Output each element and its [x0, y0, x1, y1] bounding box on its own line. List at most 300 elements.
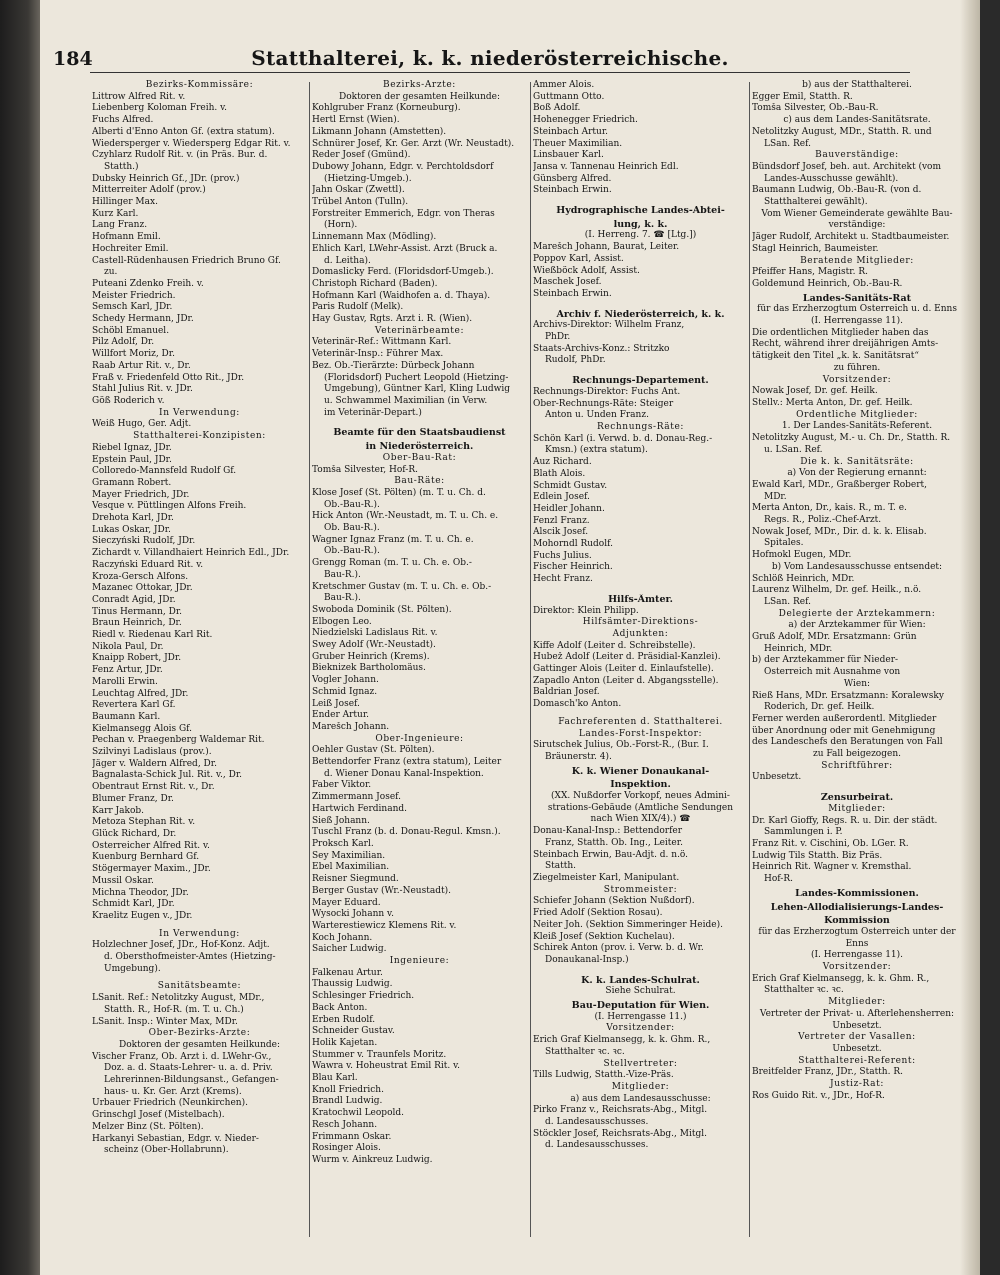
directory-entry: Vischer Franz, Ob. Arzt i. d. LWehr-Gv.,	[92, 1051, 272, 1062]
directory-entry: Bez. Ob.-Tierärzte: Dürbeck Johann	[312, 360, 475, 371]
centered-note: Unbesetzt.	[832, 1020, 882, 1031]
section-subheading: Delegierte der Ärztekammern:	[778, 608, 936, 619]
directory-entry: Schnürer Josef, Kr. Ger. Arzt (Wr. Neustadt).	[312, 138, 515, 149]
directory-entry: Laurenz Wilhelm, Dr. gef. Heilk., n.ö.	[752, 585, 922, 596]
directory-entry: Marešch Johann.	[312, 721, 390, 732]
entry-continuation: Sammlungen i. P.	[764, 827, 843, 838]
directory-entry: Ziegelmeister Karl, Manipulant.	[533, 873, 680, 883]
directory-entry: Gruß Adolf, MDr. Ersatzmann: Grün	[752, 632, 917, 643]
directory-entry: Blumer Franz, Dr.	[92, 793, 174, 804]
section-subheading: Vorsitzender:	[606, 1023, 675, 1034]
section-heading: Kommission	[824, 915, 890, 927]
section-subheading: Sanitätsbeamte:	[157, 981, 242, 992]
directory-entry: Gramann Robert.	[92, 477, 172, 488]
centered-note: a) aus dem Landesausschusse:	[570, 1093, 711, 1104]
directory-entry: Schiefer Johann (Sektion Nußdorf).	[533, 896, 695, 907]
entry-continuation: zu.	[104, 267, 118, 278]
entry-continuation: Bau-R.).	[324, 593, 361, 604]
directory-entry: Kroza-Gersch Alfons.	[92, 571, 189, 582]
section-subheading: Mitglieder:	[828, 803, 886, 814]
entry-continuation: haus- u. Kr. Ger. Arzt (Krems).	[104, 1086, 242, 1097]
directory-entry: Franz Rit. v. Cischini, Ob. LGer. R.	[752, 839, 909, 849]
directory-entry: Leiß Josef.	[312, 698, 360, 709]
directory-entry: Wießböck Adolf, Assist.	[533, 265, 640, 276]
directory-entry: Raczyński Eduard Rit. v.	[92, 559, 204, 570]
page-number: 184	[53, 48, 93, 70]
directory-entry: Ros Guido Rit. v., JDr., Hof-R.	[752, 1090, 885, 1101]
column-divider	[530, 82, 531, 1237]
section-subheading: Vorsitzender:	[822, 962, 892, 973]
directory-entry: Rosinger Alois.	[312, 1143, 381, 1154]
section-heading: Zensurbeirat.	[820, 792, 894, 804]
directory-entry: Metoza Stephan Rit. v.	[92, 817, 196, 828]
directory-entry: Obentraut Ernst Rit. v., Dr.	[92, 782, 215, 793]
directory-entry: Ammer Alois.	[533, 80, 595, 90]
directory-entry: Maschek Josef.	[533, 277, 602, 288]
directory-entry: Grinschgl Josef (Mistelbach).	[92, 1110, 225, 1121]
directory-entry: Bagnalasta-Schick Jul. Rit. v., Dr.	[92, 770, 243, 781]
header-rule	[90, 72, 910, 73]
directory-entry: Dr. Karl Gioffy, Regs. R. u. Dir. der städt.	[752, 815, 938, 826]
directory-entry: Rechnungs-Direktor: Fuchs Ant.	[533, 386, 681, 397]
spacer	[533, 586, 748, 592]
directory-entry: Forstreiter Emmerich, Edgr. von Theras	[312, 208, 495, 219]
section-heading: Landes-Kommissionen.	[795, 887, 919, 899]
section-subheading: Fachreferenten d. Statthalterei.	[558, 716, 723, 727]
entry-continuation: Roderich, Dr. gef. Heilk.	[764, 702, 875, 713]
directory-entry: Baldrian Josef.	[533, 687, 600, 698]
centered-note: Unbesetzt.	[832, 1043, 882, 1054]
directory-entry: Klose Josef (St. Pölten) (m. T. u. Ch. d.	[312, 487, 486, 498]
entry-continuation: Statthalterei gewählt).	[764, 197, 868, 208]
directory-entry: Schmidt Karl, JDr.	[92, 899, 175, 910]
directory-entry: Gruber Heinrich (Krems).	[312, 651, 430, 662]
directory-entry: Bieknizek Bartholomäus.	[312, 663, 426, 674]
directory-entry: Trübel Anton (Tulln).	[312, 197, 409, 208]
centered-note: (I. Herreng. 7. ☎ [Ltg.])	[584, 230, 697, 241]
directory-entry: Revertera Karl Gf.	[92, 700, 176, 711]
directory-entry: Thaussig Ludwig.	[312, 979, 393, 990]
directory-entry: Steinbach Erwin.	[533, 288, 612, 299]
directory-entry: tätigkeit den Titel „k. k. Sanitätsrat“	[752, 351, 920, 362]
centered-note: nach Wien XIX/4).) ☎	[590, 814, 691, 825]
centered-note: für das Erzherzogtum Österreich unter der	[758, 926, 956, 937]
entry-continuation: im Veterinär-Depart.)	[324, 407, 422, 418]
directory-entry: Tuschl Franz (b. d. Donau-Regul. Kmsn.).	[312, 827, 501, 838]
directory-entry: Die ordentlichen Mitglieder haben das	[752, 327, 929, 338]
section-subheading: Ober-Bezirks-Ärzte:	[148, 1028, 251, 1039]
directory-entry: Schöbl Emanuel.	[92, 325, 170, 336]
centered-note: 1. Der Landes-Sanitäts-Referent.	[781, 421, 933, 432]
directory-entry: Kielmansegg Alois Gf.	[92, 723, 193, 734]
directory-entry: Brandl Ludwig.	[312, 1096, 383, 1107]
directory-entry: Stöckler Josef, Reichsrats-Abg., Mitgl.	[533, 1128, 707, 1139]
directory-entry: Lukas Oskar, JDr.	[92, 524, 171, 535]
section-heading: Lehen-Allodialisierungs-Landes-	[770, 901, 944, 913]
section-subheading: Rechnungs-Räte:	[596, 421, 685, 432]
directory-entry: Conradt Agid, JDr.	[92, 594, 176, 605]
directory-entry: Mohorndl Rudolf.	[533, 539, 613, 550]
section-heading: Rechnungs-Departement.	[572, 375, 709, 387]
entry-continuation: LSan. Ref.	[764, 138, 811, 149]
entry-continuation: Lehrerinnen-Bildungsanst., Gefangen-	[104, 1075, 279, 1086]
section-subheading: Justiz-Rat:	[830, 1079, 884, 1090]
directory-entry: Netolitzky August, MDr., Statth. R. und	[752, 126, 932, 137]
book-binding	[0, 0, 40, 1275]
directory-entry: Swey Adolf (Wr.-Neustadt).	[312, 640, 436, 651]
directory-entry: Dubowy Johann, Edgr. v. Perchtoldsdorf	[312, 161, 494, 172]
running-title: Statthalterei, k. k. niederösterreichische.	[251, 46, 729, 70]
directory-entry: Hofmokl Eugen, MDr.	[752, 550, 852, 561]
directory-entry: Faber Viktor.	[312, 780, 372, 791]
directory-entry: Tinus Hermann, Dr.	[92, 606, 183, 617]
directory-entry: Nikola Paul, Dr.	[92, 641, 164, 652]
entry-continuation: Donaukanal-Insp.)	[545, 954, 629, 965]
directory-entry: Holzlechner Josef, JDr., Hof-Konz. Adjt.	[92, 940, 270, 951]
directory-entry: Knoll Friedrich.	[312, 1084, 384, 1095]
directory-entry: Christoph Richard (Baden).	[312, 278, 438, 289]
entry-continuation: u. LSan. Ref.	[764, 444, 823, 455]
directory-entry: Blath Alois.	[533, 468, 586, 479]
directory-entry: Baumann Karl.	[92, 711, 161, 722]
section-subheading: Hilfsämter-Direktions-	[582, 617, 699, 628]
section-subheading: Bezirks-Kommissäre:	[145, 80, 254, 90]
entry-continuation: Heinrich, MDr.	[764, 643, 833, 654]
directory-entry: Ober-Rechnungs-Räte: Steiger	[533, 398, 674, 409]
directory-entry: Schlesinger Friedrich.	[312, 991, 415, 1002]
section-heading: K. k. Landes-Schulrat.	[581, 974, 700, 986]
directory-entry: Heidler Johann.	[533, 503, 605, 514]
entry-continuation: Bau-R.).	[324, 569, 361, 580]
directory-entry: Guttmann Otto.	[533, 91, 605, 102]
directory-entry: Likmann Johann (Amstetten).	[312, 126, 447, 137]
directory-entry: Hick Anton (Wr.-Neustadt, m. T. u. Ch. e.	[312, 511, 499, 522]
directory-entry: Berger Gustav (Wr.-Neustadt).	[312, 885, 451, 896]
directory-entry: Reder Josef (Gmünd).	[312, 150, 411, 161]
directory-entry: Bettendorfer Franz (extra statum), Leiter	[312, 757, 502, 768]
centered-note: c) aus dem Landes-Sanitätsrate.	[783, 115, 931, 126]
directory-entry: Fuchs Alfred.	[92, 115, 154, 126]
directory-entry: des Landeschefs den Beratungen von Fall	[752, 737, 943, 748]
directory-entry: Boß Adolf.	[533, 103, 581, 114]
entry-continuation: Statth. R., Hof-R. (m. T. u. Ch.)	[104, 1004, 244, 1015]
directory-entry: Linsbauer Karl.	[533, 150, 604, 161]
directory-entry: b) der Ärztekammer für Nieder-	[752, 655, 899, 666]
section-heading: Bau-Deputation für Wien.	[571, 1000, 710, 1012]
directory-entry: Knaipp Robert, JDr.	[92, 653, 182, 664]
entry-continuation: LSan. Ref.	[764, 596, 811, 607]
directory-entry: Proksch Karl.	[312, 839, 374, 849]
section-subheading: Bezirks-Ärzte:	[383, 80, 456, 90]
entry-continuation: d. Wiener Donau Kanal-Inspektion.	[324, 768, 484, 779]
directory-entry: Ewald Karl, MDr., Graßberger Robert,	[752, 479, 928, 490]
directory-entry: Urbauer Friedrich (Neunkirchen).	[92, 1098, 248, 1109]
directory-entry: Veterinär-Ref.: Wittmann Karl.	[312, 337, 452, 348]
directory-entry: Falkenau Artur.	[312, 967, 383, 978]
directory-entry: Niedzielski Ladislaus Rit. v.	[312, 628, 438, 639]
centered-note: für das Erzherzogtum Österreich u. d. Enns	[757, 304, 957, 315]
directory-entry: Reisner Siegmund.	[312, 874, 399, 885]
directory-entry: Kretschmer Gustav (m. T. u. Ch. e. Ob.-	[312, 581, 492, 592]
section-subheading: Bau-Räte:	[394, 476, 445, 487]
directory-entry: Drehota Karl, JDr.	[92, 513, 174, 524]
section-subheading: Landes-Forst-Inspektor:	[578, 728, 703, 739]
directory-entry: Schneider Gustav.	[312, 1026, 395, 1037]
entry-continuation: Franz, Statth. Ob. Ing., Leiter.	[545, 837, 683, 848]
entry-continuation: (Horn).	[324, 220, 358, 231]
directory-entry: Linnemann Max (Mödling).	[312, 232, 437, 243]
text-column-4	[752, 80, 962, 1260]
directory-entry: Tomša Silvester, Hof-R.	[312, 464, 418, 475]
directory-entry: Sey Maximilian.	[312, 850, 386, 861]
directory-entry: Marolli Erwin.	[92, 676, 158, 687]
entry-continuation: PhDr.	[545, 332, 571, 343]
directory-entry: Kiffe Adolf (Leiter d. Schreibstelle).	[533, 640, 696, 651]
directory-entry: Pfeiffer Hans, Magistr. R.	[752, 267, 868, 278]
directory-entry: Ebel Maximilian.	[312, 862, 390, 873]
directory-entry: Fischer Heinrich.	[533, 562, 613, 573]
directory-entry: Marešch Johann, Baurat, Leiter.	[533, 242, 680, 253]
directory-entry: Schön Karl (i. Verwd. b. d. Donau-Reg.-	[533, 433, 713, 444]
directory-entry: Tomša Silvester, Ob.-Bau-R.	[752, 103, 879, 114]
directory-entry: Riebel Ignaz, JDr.	[92, 442, 172, 453]
section-subheading: Ingenieure:	[389, 956, 450, 967]
directory-entry: Zichardt v. Villandhaiert Heinrich Edl., JDr.	[92, 548, 290, 559]
centered-note: Vertreter der Privat- u. Afterlehensherren:	[759, 1008, 955, 1019]
directory-entry: Schirek Anton (prov. i. Verw. b. d. Wr.	[533, 943, 704, 954]
directory-entry: Alberti d'Enno Anton Gf. (extra statum).	[92, 126, 275, 137]
entry-continuation: Regs. R., Poliz.-Chef-Arzt.	[764, 515, 882, 526]
directory-entry: Riedl v. Riedenau Karl Rit.	[92, 630, 213, 641]
text-column-2	[312, 80, 527, 1260]
directory-entry: Fenz Artur, JDr.	[92, 665, 163, 676]
directory-entry: Mayer Eduard.	[312, 897, 381, 908]
directory-entry: Steinbach Erwin, Bau-Adjt. d. n.ö.	[533, 849, 689, 860]
centered-note: strations-Gebäude (Amtliche Sendungen	[547, 802, 734, 813]
directory-entry: Archivs-Direktor: Wilhelm Franz,	[533, 320, 685, 331]
entry-continuation: d. Leitha).	[324, 255, 371, 266]
directory-entry: Frimmann Oskar.	[312, 1131, 392, 1142]
directory-entry: Erich Graf Kielmansegg, k. k. Ghm. R.,	[752, 973, 930, 984]
centered-note: Siehe Schulrat.	[605, 986, 676, 997]
directory-entry: Jahn Oskar (Zwettl).	[312, 185, 405, 196]
section-subheading: Vorsitzender:	[822, 374, 892, 385]
section-heading: in Niederösterreich.	[365, 441, 474, 453]
directory-entry: Günsberg Alfred.	[533, 173, 612, 184]
directory-entry: Sieczyński Rudolf, JDr.	[92, 536, 196, 547]
directory-entry: Steinbach Artur.	[533, 126, 608, 137]
directory-entry: Göß Roderich v.	[92, 395, 165, 406]
entry-continuation: Statth.)	[104, 161, 139, 172]
directory-entry: Nowak Josef, MDr., Dir. d. k. k. Elisab.	[752, 526, 927, 537]
directory-entry: Kratochwil Leopold.	[312, 1108, 404, 1119]
entry-continuation: (Hietzing-Umgeb.).	[324, 173, 412, 184]
directory-entry: Wawra v. Hoheustrat Emil Rit. v.	[312, 1061, 460, 1072]
column-divider	[309, 82, 310, 1237]
directory-entry: Lang Franz.	[92, 220, 148, 231]
directory-entry: Warterestiewicz Klemens Rit. v.	[312, 920, 457, 931]
centered-note: b) Vom Landesausschusse entsendet:	[771, 561, 943, 572]
entry-continuation: Anton u. Unden Franz.	[545, 410, 649, 421]
entry-continuation: Statthalter ꝛc. ꝛc.	[545, 1046, 625, 1057]
entry-continuation: Umgebung), Güntner Karl, Kling Ludwig	[324, 384, 511, 395]
section-subheading: Schriftführer:	[821, 760, 893, 771]
directory-entry: Stummer v. Traunfels Moritz.	[312, 1049, 447, 1060]
directory-entry: Vesque v. Püttlingen Alfons Freih.	[92, 501, 247, 512]
section-subheading: Strommeister:	[603, 884, 678, 895]
column-divider	[749, 82, 750, 1237]
directory-entry: Breitfelder Franz, JDr., Statth. R.	[752, 1067, 903, 1078]
directory-entry: Semsch Karl, JDr.	[92, 302, 173, 313]
directory-entry: Harkanyi Sebastian, Edgr. v. Nieder-	[92, 1133, 259, 1144]
directory-entry: Wurm v. Ainkreuz Ludwig.	[312, 1154, 433, 1165]
page-header	[50, 42, 930, 82]
directory-entry: Hohenegger Friedrich.	[533, 115, 638, 126]
directory-entry: Czyhlarz Rudolf Rit. v. (in Präs. Bur. d.	[92, 150, 268, 161]
directory-entry: Schmid Ignaz.	[312, 686, 378, 697]
directory-entry: Stellv.: Merta Anton, Dr. gef. Heilk.	[752, 397, 913, 408]
section-subheading: Ober-Ingenieure:	[375, 733, 464, 744]
directory-entry: Ludwig Tils Statth. Biz Präs.	[752, 850, 883, 861]
directory-entry: Vogler Johann.	[312, 675, 379, 686]
directory-entry: Auz Richard.	[533, 457, 592, 468]
directory-entry: Recht, während ihrer dreijährigen Amts-	[752, 339, 939, 350]
directory-entry: Jäger v. Waldern Alfred, Dr.	[92, 758, 217, 769]
entry-continuation: Ob.-Bau-R.).	[324, 499, 380, 510]
centered-note: Doktoren der gesamten Heilkunde:	[339, 91, 500, 102]
directory-entry: Fuchs Julius.	[533, 550, 592, 561]
section-subheading: Mitglieder:	[611, 1081, 670, 1092]
entry-continuation: Ob.-Bau-R.).	[324, 546, 380, 557]
directory-entry: Zapadlo Anton (Leiter d. Abgangsstelle).	[533, 675, 719, 686]
entry-continuation: Spitales.	[764, 538, 804, 549]
directory-entry: Hofmann Emil.	[92, 232, 161, 243]
directory-entry: Poppov Karl, Assist.	[533, 253, 624, 264]
directory-entry: Epstein Paul, JDr.	[92, 454, 172, 465]
directory-entry: Liebenberg Koloman Freih. v.	[92, 103, 227, 114]
spacer	[533, 367, 748, 373]
entry-continuation: Doz. a. d. Staats-Lehrer- u. a. d. Priv.	[104, 1063, 273, 1074]
directory-entry: Tills Ludwig, Statth.-Vize-Präs.	[533, 1070, 674, 1081]
entry-continuation: Statthalter ꝛc. ꝛc.	[764, 985, 844, 996]
directory-entry: Erben Rudolf.	[312, 1014, 376, 1025]
directory-entry: Karr Jakob.	[92, 805, 145, 816]
directory-entry: Blau Karl.	[312, 1073, 358, 1084]
centered-note: Enns	[845, 938, 869, 949]
directory-entry: Ferner werden außerordentl. Mitglieder	[752, 713, 937, 724]
section-heading: lung, k. k.	[613, 218, 668, 230]
directory-entry: Zimmermann Josef.	[312, 792, 402, 803]
centered-note: verständige:	[828, 220, 886, 231]
directory-entry: Paris Rudolf (Melk).	[312, 302, 404, 313]
entry-continuation: Landes-Ausschusse gewählt).	[764, 173, 899, 184]
text-column-1	[92, 80, 307, 1260]
directory-entry: Hillinger Max.	[92, 197, 158, 208]
directory-entry: Hertl Ernst (Wien).	[312, 115, 400, 126]
directory-entry: Österreicher Alfred Rit. v.	[92, 840, 210, 851]
entry-continuation: Rudolf, PhDr.	[545, 355, 606, 366]
directory-entry: Pirko Franz v., Reichsrats-Abg., Mitgl.	[533, 1105, 708, 1116]
directory-entry: Fried Adolf (Sektion Rosau).	[533, 908, 663, 919]
directory-entry: Staats-Archivs-Konz.: Stritzko	[533, 343, 670, 354]
directory-entry: Hartwich Ferdinand.	[312, 803, 408, 814]
section-heading: Landes-Sanitäts-Rat	[802, 292, 912, 304]
spacer	[533, 967, 748, 973]
directory-entry: Braun Heinrich, Dr.	[92, 618, 182, 629]
section-heading: Archiv f. Niederösterreich, k. k.	[556, 308, 725, 320]
section-subheading: Statthalterei-Konzipisten:	[133, 431, 266, 442]
directory-entry: Steinbach Erwin.	[533, 185, 612, 196]
directory-entry: Kleiß Josef (Sektion Kuchelau).	[533, 931, 675, 942]
directory-entry: Nowak Josef, Dr. gef. Heilk.	[752, 386, 878, 397]
directory-entry: Kohlgruber Franz (Korneuburg).	[312, 103, 461, 114]
spacer	[312, 419, 527, 425]
text-column-3	[533, 80, 748, 1260]
directory-entry: Bündsdorf Josef, beh. aut. Architekt (vom	[752, 161, 942, 172]
section-subheading: In Verwendung:	[159, 407, 240, 418]
entry-continuation: (Floridsdorf) Puchert Leopold (Hietzing-	[324, 372, 509, 383]
centered-note: a) der Ärztekammer für Wien:	[788, 620, 926, 631]
directory-entry: Colloredo-Mannsfeld Rudolf Gf.	[92, 466, 237, 477]
centered-note: b) aus der Statthalterei.	[802, 80, 912, 90]
entry-continuation: Bräunerstr. 4).	[545, 751, 612, 762]
directory-entry: Domasch'ko Anton.	[533, 699, 622, 710]
directory-entry: Heinrich Rit. Wagner v. Kremsthal.	[752, 862, 912, 873]
directory-entry: Grengg Roman (m. T. u. Ch. e. Ob.-	[312, 558, 472, 569]
directory-entry: Castell-Rüdenhausen Friedrich Bruno Gf.	[92, 255, 281, 266]
directory-entry: Mitterreiter Adolf (prov.)	[92, 185, 206, 196]
centered-note: zu Fall beigezogen.	[813, 749, 901, 760]
directory-entry: Hecht Franz.	[533, 574, 593, 585]
directory-entry: Mayer Friedrich, JDr.	[92, 489, 190, 500]
section-subheading: Ordentliche Mitglieder:	[796, 409, 918, 420]
directory-entry: Willfort Moriz, Dr.	[92, 349, 175, 360]
directory-entry: Raab Artur Rit. v., Dr.	[92, 360, 191, 371]
directory-entry: Weiß Hugo, Ger. Adjt.	[92, 419, 192, 430]
centered-note: Wien:	[843, 678, 871, 689]
directory-entry: Netolitzky August, M.- u. Ch. Dr., Statth. R.	[752, 433, 951, 444]
directory-entry: Stagl Heinrich, Baumeister.	[752, 243, 879, 254]
spacer	[533, 301, 748, 307]
directory-entry: Theuer Maximilian.	[533, 138, 623, 149]
directory-entry: Leuchtag Alfred, JDr.	[92, 688, 189, 699]
directory-entry: Mazanec Ottokar, JDr.	[92, 583, 193, 594]
directory-entry: Stögermayer Maxim., JDr.	[92, 864, 211, 875]
directory-entry: Sirutschek Julius, Ob.-Forst-R., (Bur. I.	[533, 740, 709, 751]
directory-entry: LSanit. Ref.: Netolitzky August, MDr.,	[92, 993, 265, 1004]
directory-entry: Merta Anton, Dr., kais. R., m. T. e.	[752, 503, 907, 514]
directory-entry: Glück Richard, Dr.	[92, 829, 177, 839]
entry-continuation: Umgebung).	[104, 963, 161, 974]
directory-entry: Erich Graf Kielmansegg, k. k. Ghm. R.,	[533, 1035, 711, 1046]
directory-entry: Donau-Kanal-Insp.: Bettendorfer	[533, 826, 683, 837]
directory-entry: Pilz Adolf, Dr.	[92, 337, 155, 348]
centered-note: (I. Herrengasse 11).	[810, 950, 904, 961]
entry-continuation: Hof-R.	[764, 874, 793, 885]
directory-entry: Holik Kajetan.	[312, 1037, 378, 1048]
directory-entry: Alscik Josef.	[533, 527, 589, 538]
directory-entry: Dubsky Heinrich Gf., JDr. (prov.)	[92, 173, 240, 184]
directory-entry: Gattinger Alois (Leiter d. Einlaufstelle).	[533, 664, 714, 675]
directory-entry: Swoboda Dominik (St. Pölten).	[312, 604, 452, 615]
directory-entry: Neiter Joh. (Sektion Simmeringer Heide).	[533, 919, 723, 930]
directory-entry: Schlöß Heinrich, MDr.	[752, 573, 855, 584]
directory-entry: Veterinär-Insp.: Führer Max.	[312, 349, 444, 360]
centered-note: Vom Wiener Gemeinderate gewählte Bau-	[761, 208, 953, 219]
directory-entry: Ender Artur.	[312, 710, 370, 721]
directory-entry: LSanit. Insp.: Winter Max, MDr.	[92, 1016, 238, 1027]
section-subheading: Veterinärbeamte:	[374, 325, 465, 336]
